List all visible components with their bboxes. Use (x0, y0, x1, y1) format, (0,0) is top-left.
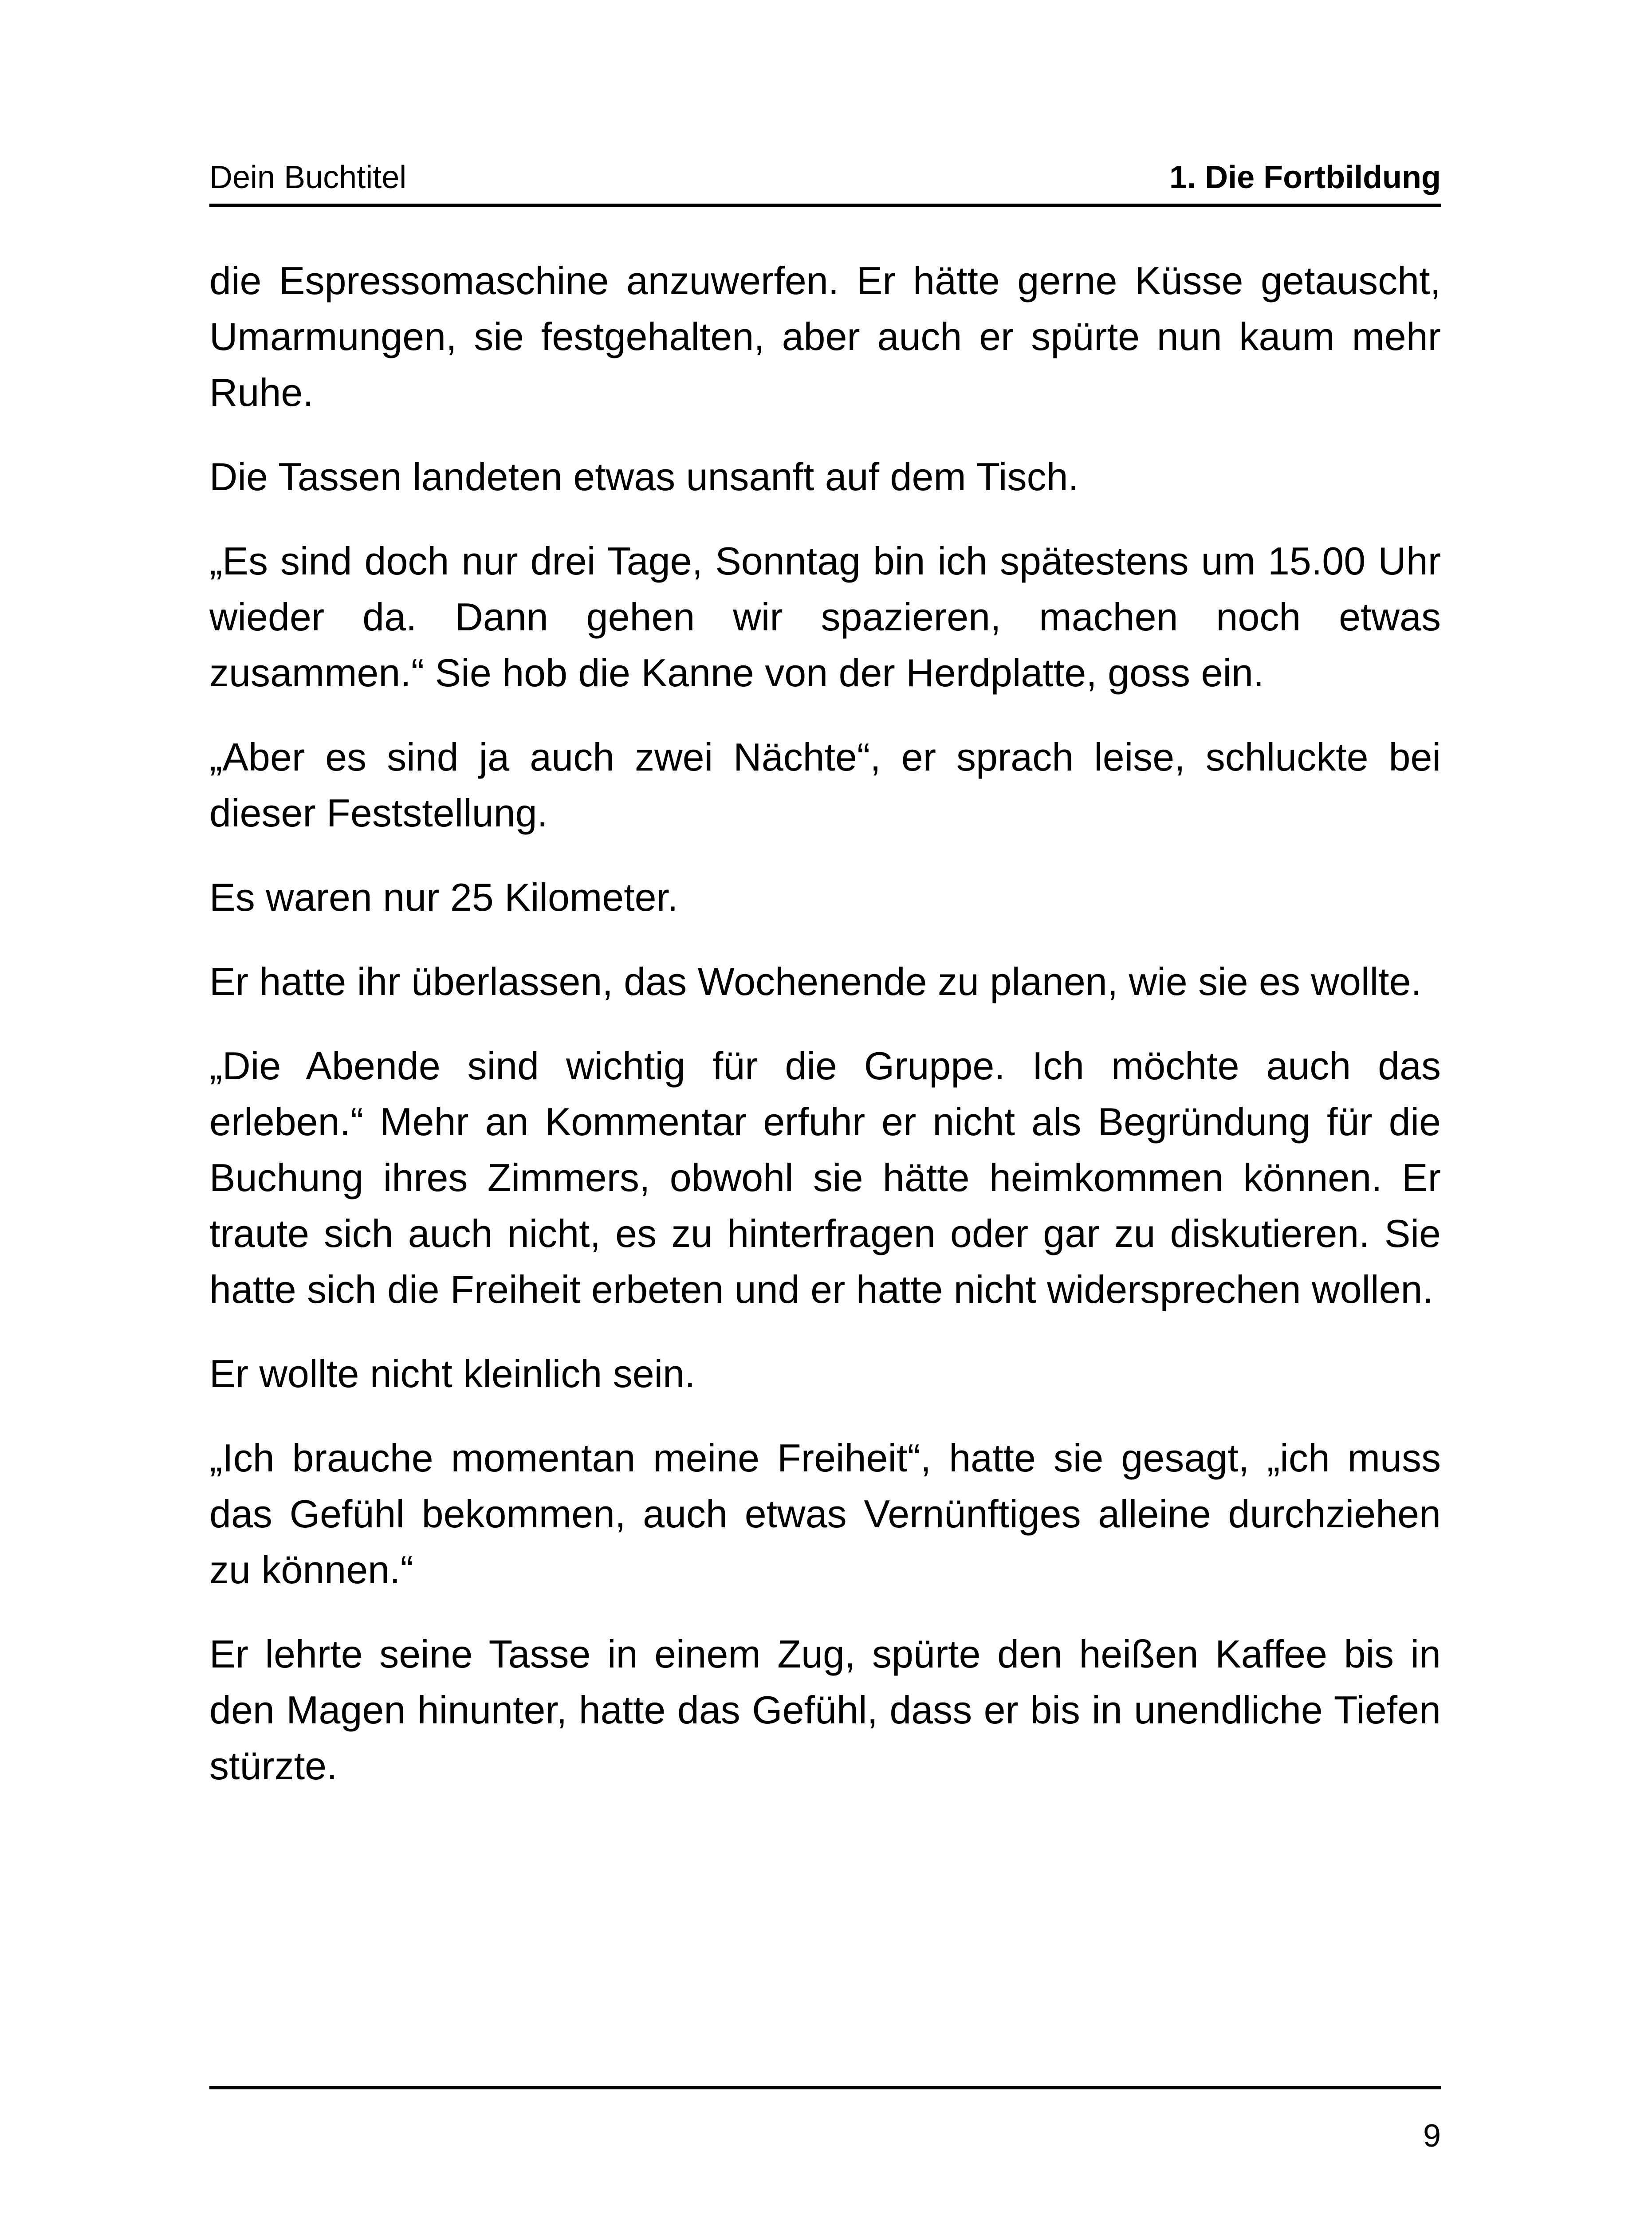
paragraph: „Ich brauche momentan meine Freiheit“, hatte sie gesagt, „ich muss das Gefühl bekommen, auch etwas Vernünftiges alleine durchziehen zu können.“ (209, 1436, 1441, 1592)
paragraph: Er wollte nicht kleinlich sein. (209, 1352, 696, 1396)
page-number: 9 (1423, 2118, 1441, 2154)
paragraph: Die Tassen landeten etwas unsanft auf dem Tisch. (209, 455, 1079, 499)
paragraph: Es waren nur 25 Kilometer. (209, 875, 678, 919)
book-title: Dein Buchtitel (209, 160, 407, 195)
chapter-title: 1. Die Fortbildung (1169, 160, 1441, 195)
paragraph: die Espressomaschine anzuwerfen. Er hätte gerne Küsse getauscht, Umarmungen, sie festgehalten, aber auch er spürte nun kaum mehr Ruhe. (209, 259, 1441, 414)
running-header (209, 153, 1441, 207)
footer-rule (209, 2086, 1441, 2089)
paragraph: Er hatte ihr überlassen, das Wochenende zu planen, wie sie es wollte. (209, 960, 1422, 1003)
body-text (209, 253, 1441, 1822)
paragraph: „Aber es sind ja auch zwei Nächte“, er sprach leise, schluckte bei dieser Feststellung. (209, 735, 1441, 835)
paragraph: „Es sind doch nur drei Tage, Sonntag bin ich spätestens um 15.00 Uhr wieder da. Dann gehen wir spazieren, machen noch etwas zusammen.“ Sie hob die Kanne von der Herdplatte, goss ein. (209, 539, 1441, 695)
paragraph: Er lehrte seine Tasse in einem Zug, spürte den heißen Kaffee bis in den Magen hinunter, hatte das Gefühl, dass er bis in unendliche Tiefen stürzte. (209, 1632, 1441, 1788)
paragraph: „Die Abende sind wichtig für die Gruppe. Ich möchte auch das erleben.“ Mehr an Kommentar erfuhr er nicht als Begründung für die Buchung ihres Zimmers, obwohl sie hätte heimkommen können. Er traute sich auch nicht, es zu hinterfragen oder gar zu diskutieren. Sie hatte sich die Freiheit erbeten und er hatte nicht widersprechen wollen. (209, 1044, 1441, 1311)
